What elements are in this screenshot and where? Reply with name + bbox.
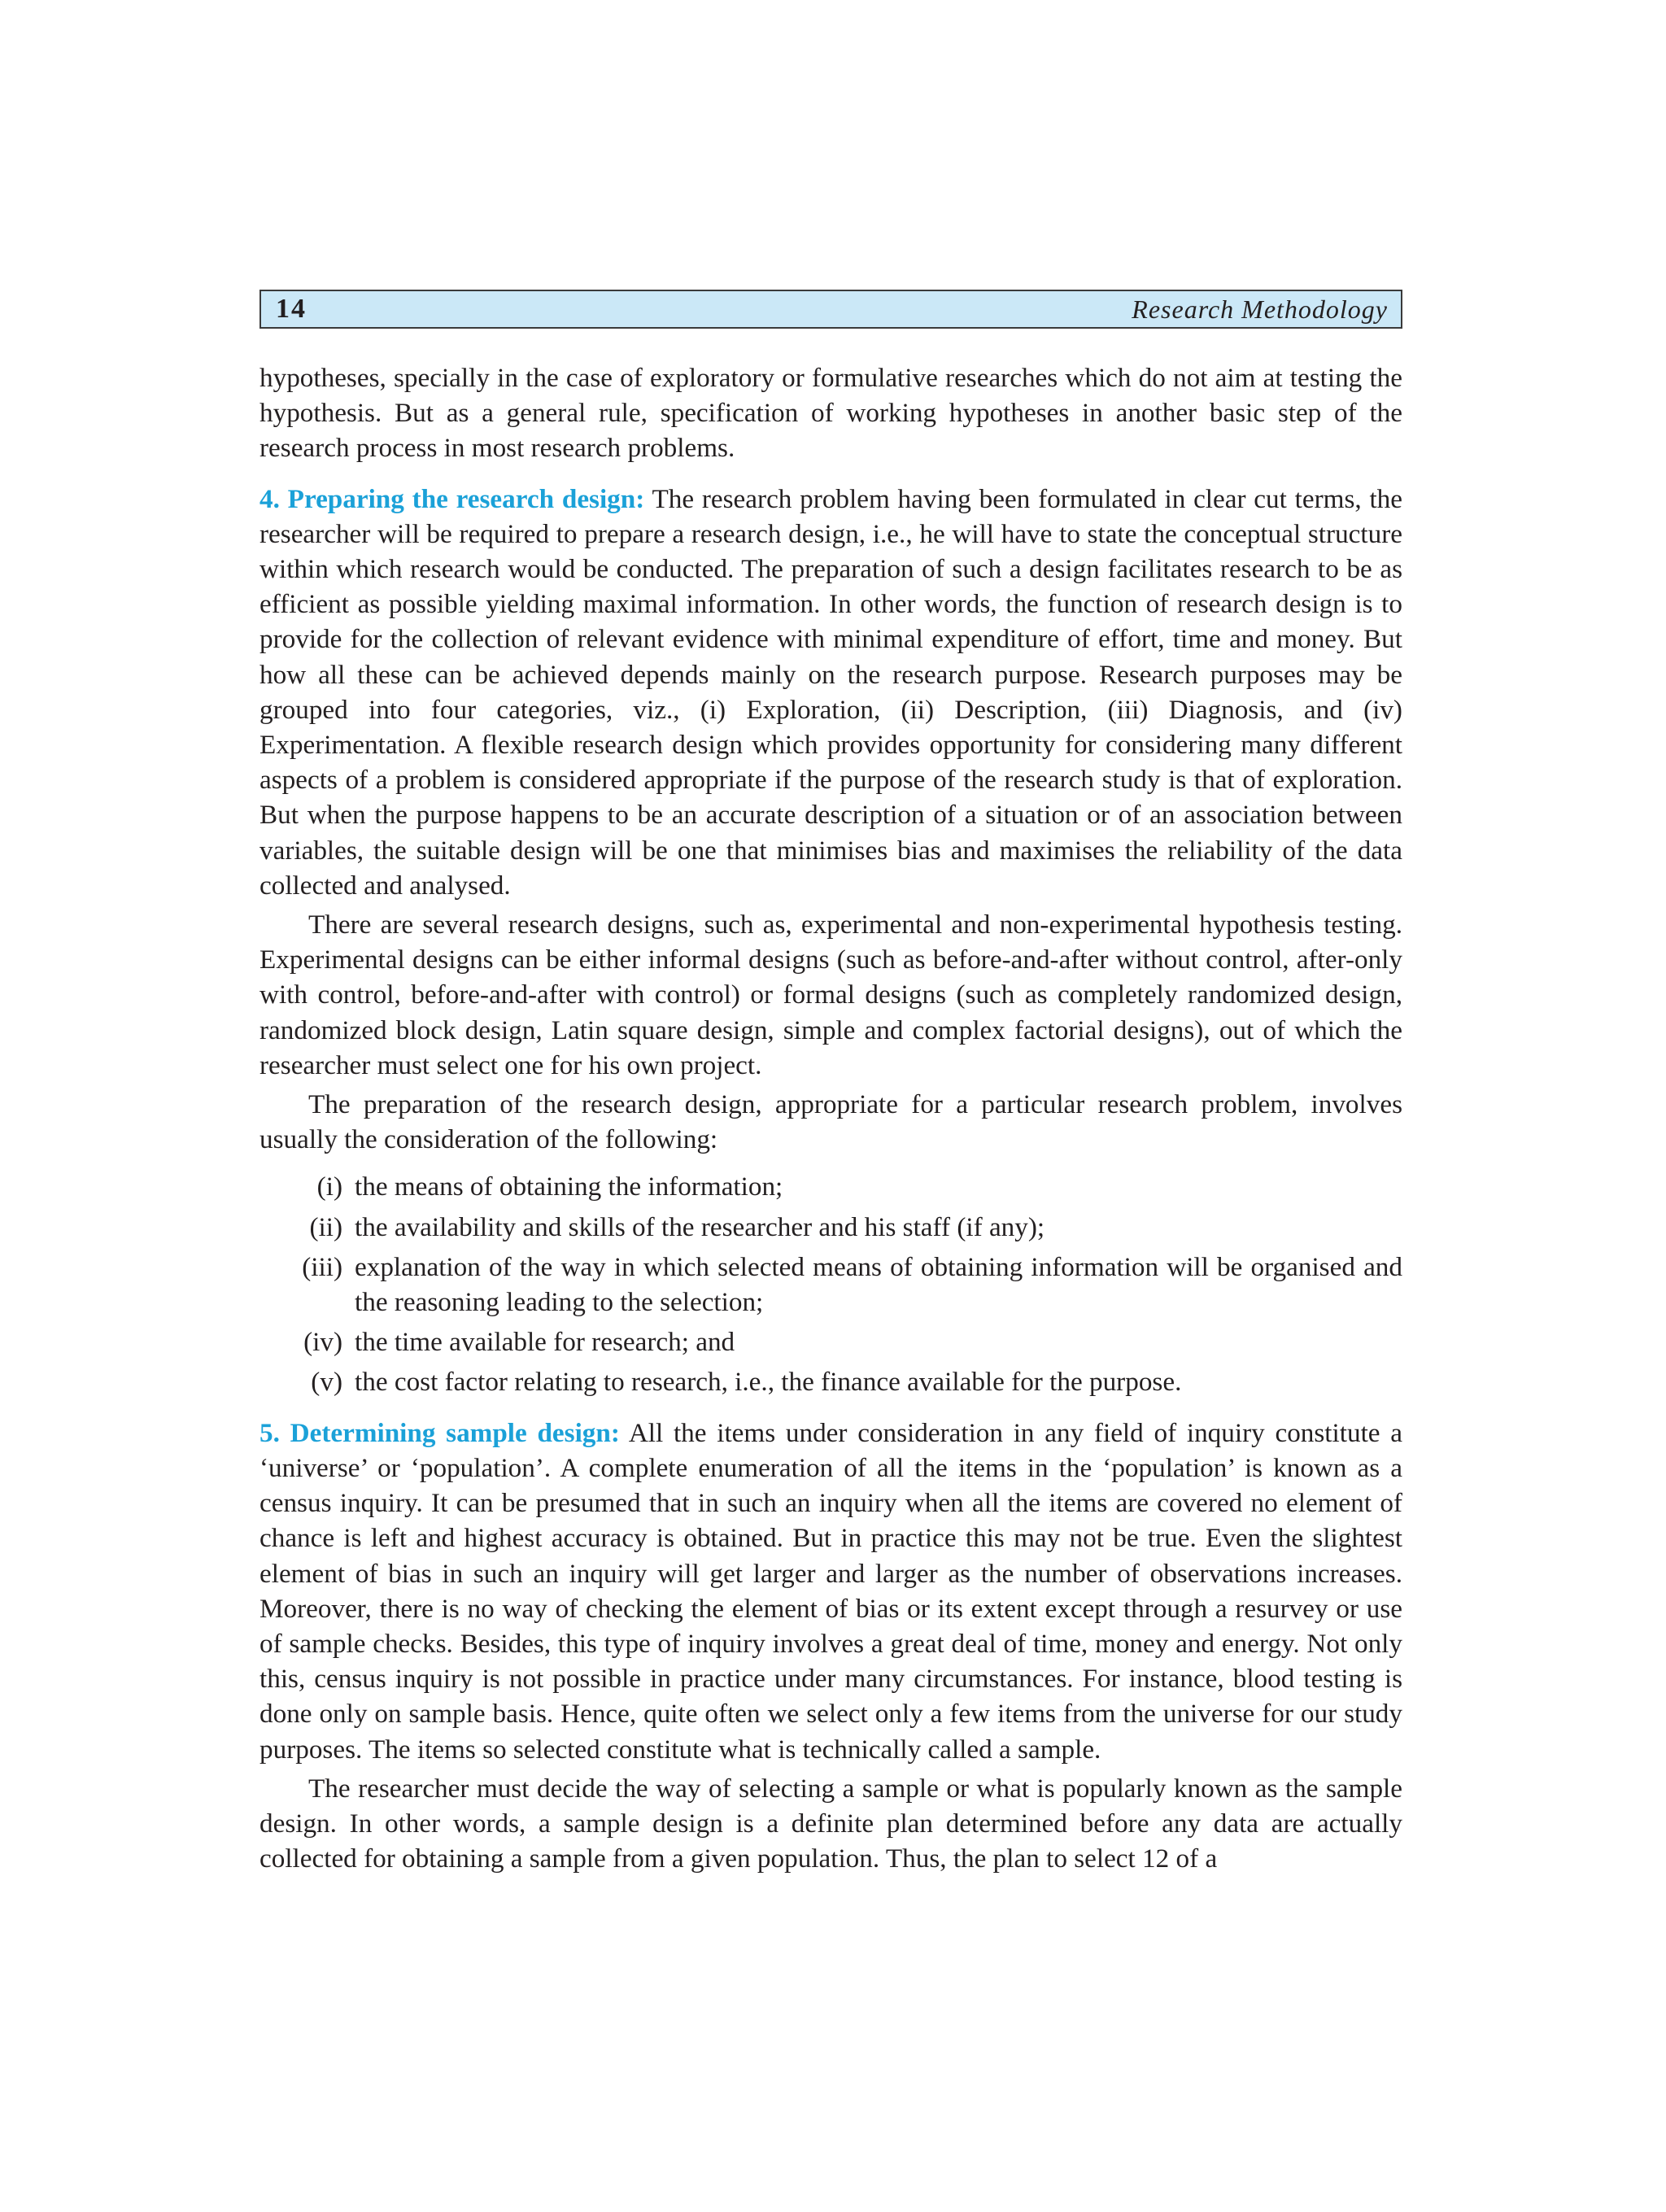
list-item — [259, 1364, 1402, 1399]
list-item-text: the cost factor relating to research, i.e., the finance available for the purpose. — [355, 1367, 1182, 1398]
page-header — [259, 290, 1402, 329]
paragraph-preparation: The preparation of the research design, appropriate for a particular research problem, involves usually the consideration of the following: — [259, 1089, 1402, 1155]
considerations-list — [259, 1169, 1402, 1399]
page-body — [259, 360, 1402, 1876]
paragraph-research-designs: There are several research designs, such as, experimental and non-experimental hypothesis testing. Experimental designs can be either informal designs (such as before-and-after without control, after-only with control, before-and-after with control) or formal designs (such as completely randomized design, randomized block design, Latin square design, simple and complex factorial designs), out of which the researcher must select one for his own project. — [259, 910, 1402, 1080]
section-4-paragraph — [259, 482, 1402, 903]
running-title: Research Methodology — [1132, 294, 1388, 324]
list-item — [259, 1169, 1402, 1204]
list-item-text: the time available for research; and — [355, 1327, 735, 1358]
section-5-heading: 5. Determining sample design: — [259, 1417, 620, 1448]
list-item-text: explanation of the way in which selected means of obtaining information will be organised and the reasoning leading to the selection; — [355, 1251, 1402, 1318]
section-4-heading: 4. Preparing the research design: — [259, 483, 645, 514]
list-marker: (iii) — [302, 1251, 342, 1282]
list-item-text: the means of obtaining the information; — [355, 1171, 783, 1202]
paragraph-hypotheses-continued: hypotheses, specially in the case of exploratory or formulative researches which do not aim at testing the hypothesis. But as a general rule, specification of working hypotheses in another basic step of the research process in most research problems. — [259, 363, 1402, 464]
page-number: 14 — [276, 294, 307, 324]
list-marker: (iv) — [303, 1327, 342, 1358]
list-marker: (ii) — [309, 1211, 342, 1242]
list-marker: (i) — [316, 1171, 342, 1202]
section-4-body: The research problem having been formulated in clear cut terms, the researcher will be required to prepare a research design, i.e., he will have to state the conceptual structure within which research would be conducted. The preparation of such a design facilitates research to be as efficient as possible yielding maximal information. In other words, the function of research design is to provide for the collection of relevant evidence with minimal expenditure of effort, time and money. But how all these can be achieved depends mainly on the research purpose. Research purposes may be grouped into four categories, viz., (i) Exploration, (ii) Description, (iii) Diagnosis, and (iv) Experimentation. A flexible research design which provides opportunity for considering many different aspects of a problem is considered appropriate if the purpose of the research study is that of exploration. But when the purpose happens to be an accurate description of a situation or of an association between variables, the suitable design will be one that minimises bias and maximises the reliability of the data collected and analysed. — [259, 483, 1402, 901]
paragraph-sample-design: The researcher must decide the way of selecting a sample or what is popularly known as the sample design. In other words, a sample design is a definite plan determined before any data are actually collected for obtaining a sample from a given population. Thus, the plan to select 12 of a — [259, 1773, 1402, 1874]
list-item — [259, 1210, 1402, 1245]
section-5-paragraph — [259, 1416, 1402, 1767]
list-marker: (v) — [311, 1367, 342, 1398]
list-item — [259, 1250, 1402, 1320]
section-5-body: All the items under consideration in any field of inquiry constitute a ‘universe’ or ‘population’. A complete enumeration of all the items in the ‘population’ is known as a census inquiry. It can be presumed that in such an inquiry when all the items are covered no element of chance is left and highest accuracy is obtained. But in practice this may not be true. Even the slightest element of bias in such an inquiry will get larger and larger as the number of observations increases. Moreover, there is no way of checking the element of bias or its extent except through a resurvey or use of sample checks. Besides, this type of inquiry involves a great deal of time, money and energy. Not only this, census inquiry is not possible in practice under many circumstances. For instance, blood testing is done only on sample basis. Hence, quite often we select only a few items from the universe for our study purposes. The items so selected constitute what is technically called a sample. — [259, 1417, 1402, 1765]
list-item-text: the availability and skills of the researcher and his staff (if any); — [355, 1211, 1045, 1242]
list-item — [259, 1324, 1402, 1359]
